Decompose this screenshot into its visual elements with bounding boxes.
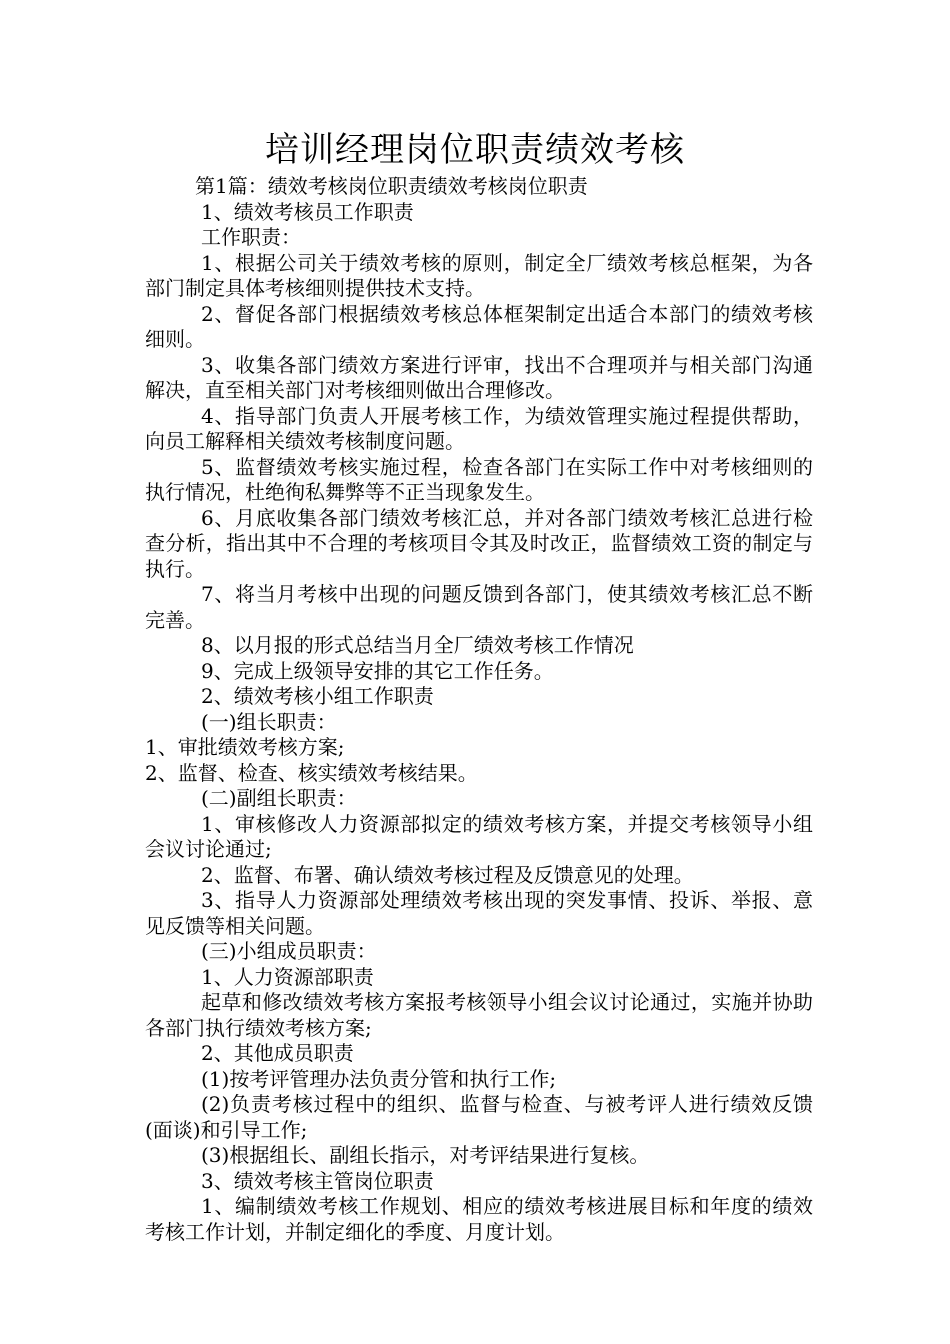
paragraph: 4、指导部门负责人开展考核工作，为绩效管理实施过程提供帮助，向员工解释相关绩效考核制度问题。 [145, 403, 813, 453]
paragraph: 工作职责： [201, 225, 301, 249]
paragraph: (一)组长职责： [201, 709, 337, 734]
paragraph: (3)根据组长、副组长指示，对考评结果进行复核。 [201, 1143, 650, 1167]
paragraph: 2、绩效考核小组工作职责 [201, 684, 434, 708]
document-title: 培训经理岗位职责绩效考核 [265, 130, 685, 170]
paragraph: 3、指导人力资源部处理绩效考核出现的突发事情、投诉、举报、意见反馈等相关问题。 [145, 888, 813, 938]
paragraph: 1、审批绩效考核方案; [145, 735, 345, 759]
paragraph: 2、督促各部门根据绩效考核总体框架制定出适合本部门的绩效考核细则。 [145, 301, 813, 351]
paragraph: 3、绩效考核主管岗位职责 [201, 1168, 434, 1193]
paragraph: (2)负责考核过程中的组织、监督与检查、与被考评人进行绩效反馈(面谈)和引导工作; [145, 1092, 813, 1142]
paragraph: 2、监督、检查、核实绩效考核结果。 [145, 760, 478, 785]
paragraph: 9、完成上级领导安排的其它工作任务。 [201, 658, 554, 683]
paragraph: 3、收集各部门绩效方案进行评审，找出不合理项并与相关部门沟通解决，直至相关部门对考核细则做出合理修改。 [145, 352, 813, 402]
paragraph: 8、以月报的形式总结当月全厂绩效考核工作情况 [201, 633, 634, 657]
paragraph: (二)副组长职责： [201, 786, 357, 810]
paragraph: (三)小组成员职责： [201, 939, 377, 963]
paragraph: 起草和修改绩效考核方案报考核领导小组会议讨论通过，实施并协助各部门执行绩效考核方案; [145, 990, 813, 1040]
paragraph: 2、其他成员职责 [201, 1041, 354, 1065]
paragraph: 1、人力资源部职责 [201, 964, 374, 989]
paragraph: 1、编制绩效考核工作规划、相应的绩效考核进展目标和年度的绩效考核工作计划，并制定细化的季度、月度计划。 [145, 1194, 813, 1244]
paragraph: 第1篇：绩效考核岗位职责绩效考核岗位职责 [195, 174, 588, 198]
paragraph: 1、根据公司关于绩效考核的原则，制定全厂绩效考核总框架，为各部门制定具体考核细则提供技术支持。 [145, 250, 813, 300]
document-body [145, 174, 813, 1245]
paragraph: 2、监督、布署、确认绩效考核过程及反馈意见的处理。 [201, 862, 694, 887]
paragraph: 6、月底收集各部门绩效考核汇总，并对各部门绩效考核汇总进行检查分析，指出其中不合理的考核项目令其及时改正，监督绩效工资的制定与执行。 [145, 505, 813, 581]
paragraph: (1)按考评管理办法负责分管和执行工作; [201, 1066, 557, 1091]
paragraph: 7、将当月考核中出现的问题反馈到各部门，使其绩效考核汇总不断完善。 [145, 582, 813, 632]
paragraph: 1、审核修改人力资源部拟定的绩效考核方案，并提交考核领导小组会议讨论通过; [145, 811, 813, 861]
paragraph: 5、监督绩效考核实施过程，检查各部门在实际工作中对考核细则的执行情况，杜绝徇私舞弊等不正当现象发生。 [145, 454, 813, 504]
paragraph: 1、绩效考核员工作职责 [201, 199, 414, 224]
